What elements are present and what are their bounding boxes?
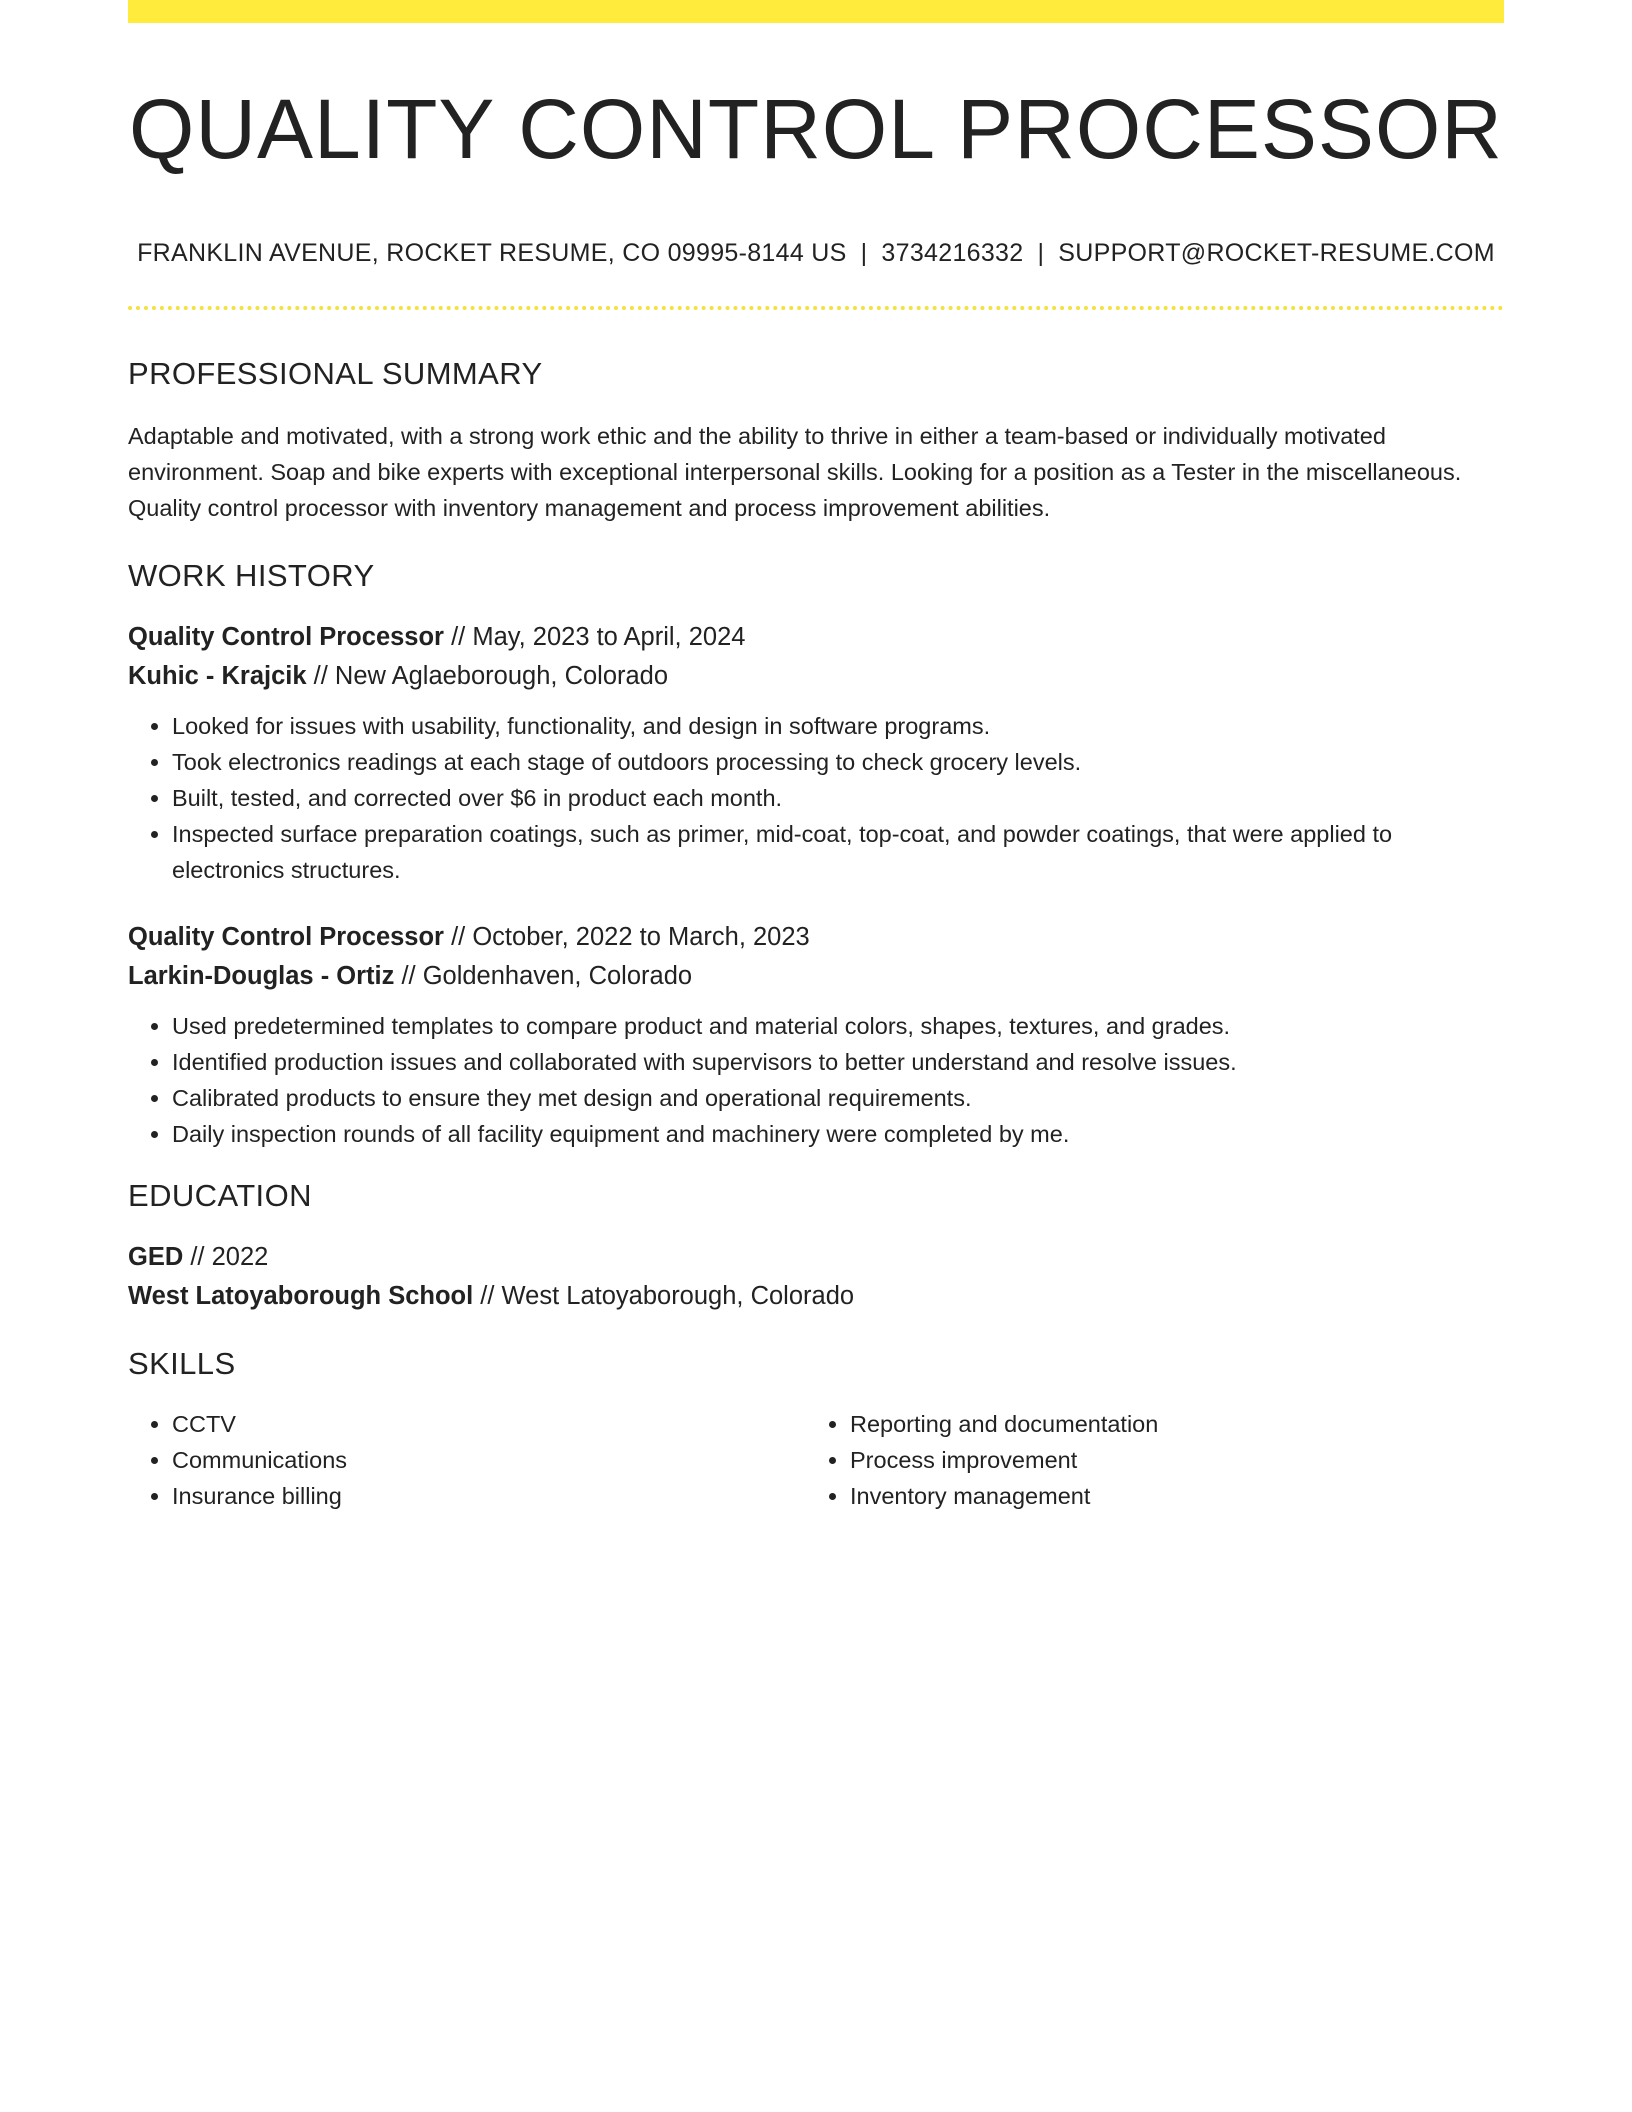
education-entry — [128, 1238, 1504, 1316]
job-location: // New Aglaeborough, Colorado — [306, 662, 669, 691]
job-bullet: • Built, tested, and corrected over $6 in product each month. — [172, 780, 1504, 816]
skill-item: • Communications — [172, 1442, 806, 1478]
job-bullet: • Inspected surface preparation coatings, such as primer, mid-coat, top-coat, and powder coatings, that were applied to electronics structures. — [172, 816, 1504, 888]
job-bullet: • Calibrated products to ensure they met design and operational requirements. — [172, 1080, 1504, 1116]
contact-phone: 3734216332 — [881, 239, 1024, 268]
education-location: // West Latoyaborough, Colorado — [473, 1282, 855, 1311]
job-company: Kuhic - Krajcik — [128, 662, 307, 691]
contact-address: FRANKLIN AVENUE, ROCKET RESUME, CO 09995-8144 US — [137, 239, 847, 268]
job-dates: // May, 2023 to April, 2024 — [444, 623, 746, 652]
education-school: West Latoyaborough School — [128, 1282, 474, 1311]
job-location: // Goldenhaven, Colorado — [394, 962, 693, 991]
summary-heading: PROFESSIONAL SUMMARY — [128, 356, 543, 392]
job-company-line — [128, 657, 1504, 696]
skills-column-left — [128, 1406, 806, 1514]
contact-email: SUPPORT@ROCKET-RESUME.COM — [1058, 239, 1495, 268]
skill-item: • Process improvement — [850, 1442, 1484, 1478]
job-bullet: • Daily inspection rounds of all facility equipment and machinery were completed by me. — [172, 1116, 1504, 1152]
job-role: Quality Control Processor — [128, 923, 444, 952]
job-role: Quality Control Processor — [128, 623, 444, 652]
education-year: // 2022 — [183, 1243, 269, 1272]
candidate-name: QUALITY CONTROL PROCESSOR — [129, 82, 1503, 176]
contact-separator: | — [1037, 239, 1045, 268]
job-role-line — [128, 918, 1504, 957]
job-dates: // October, 2022 to March, 2023 — [444, 923, 810, 952]
accent-bar — [128, 0, 1504, 23]
education-heading: EDUCATION — [128, 1178, 312, 1214]
skill-item: • CCTV — [172, 1406, 806, 1442]
education-degree: GED — [128, 1243, 184, 1272]
skill-item: • Inventory management — [850, 1478, 1484, 1514]
job-bullets — [128, 708, 1504, 888]
job-bullet: • Took electronics readings at each stage of outdoors processing to check grocery levels. — [172, 744, 1504, 780]
education-school-line — [128, 1277, 1504, 1316]
education-degree-line — [128, 1238, 1504, 1277]
skills-column-right — [806, 1406, 1484, 1514]
contact-line — [128, 239, 1504, 268]
contact-separator: | — [860, 239, 868, 268]
skills-heading: SKILLS — [128, 1346, 236, 1382]
skills-grid — [128, 1406, 1504, 1514]
job-bullet: • Identified production issues and collaborated with supervisors to better understand and resolve issues. — [172, 1044, 1504, 1080]
job-entry — [128, 618, 1504, 888]
work-history-heading: WORK HISTORY — [128, 558, 375, 594]
job-bullet: • Used predetermined templates to compare product and material colors, shapes, textures, and grades. — [172, 1008, 1504, 1044]
resume-page — [128, 0, 1504, 1514]
summary-text: Adaptable and motivated, with a strong work ethic and the ability to thrive in either a team-based or individually motivated environment. Soap and bike experts with exceptional interpersonal skills. Looking for a position as a Tester in the miscellaneous. Quality control processor with inventory management and process improvement abilities. — [128, 423, 1462, 522]
skill-item: • Insurance billing — [172, 1478, 806, 1514]
job-role-line — [128, 618, 1504, 657]
job-bullet: • Looked for issues with usability, functionality, and design in software programs. — [172, 708, 1504, 744]
job-entry — [128, 918, 1504, 1152]
header-divider — [128, 306, 1504, 310]
skill-item: • Reporting and documentation — [850, 1406, 1484, 1442]
job-company: Larkin-Douglas - Ortiz — [128, 962, 395, 991]
job-bullets — [128, 1008, 1504, 1152]
job-company-line — [128, 957, 1504, 996]
